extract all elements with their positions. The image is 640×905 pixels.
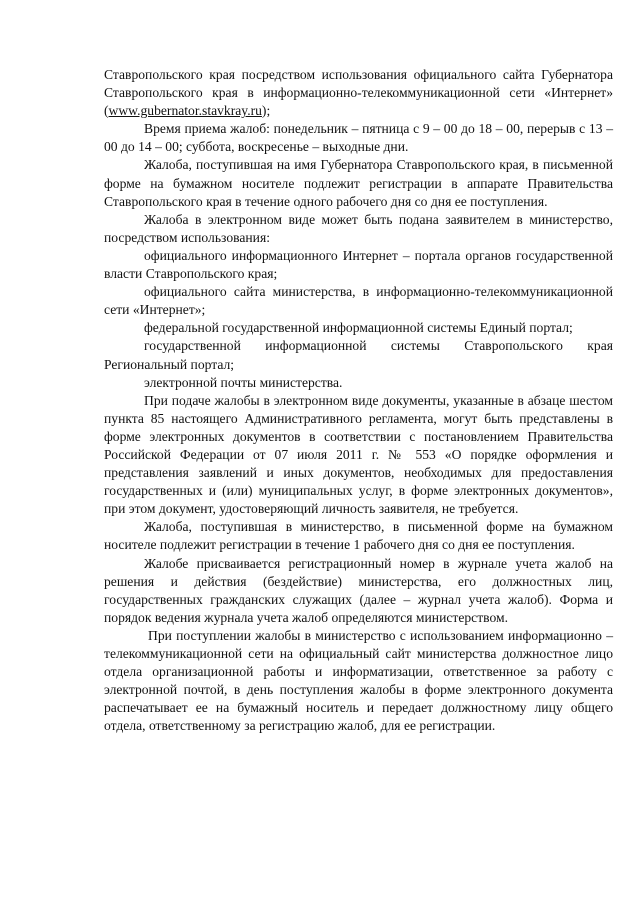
list-item-internet-portal: официального информационного Интернет – портала органов государственной власти Ставропольского края; xyxy=(104,247,613,282)
paragraph-governor-complaint: Жалоба, поступившая на имя Губернатора Ставропольского края, в письменной форме на бумажном носителе подлежит регистрации в аппарате Правительства Ставропольского края в течение одного рабочего дня со дня ее поступления. xyxy=(104,157,613,209)
paragraph-electronic-receipt: При поступлении жалобы в министерство с использованием информационно – телекоммуникационной сети на официальный сайт министерства должностное лицо отдела организационной работы и информатизации, ответственное за работу с электронной почтой, в день поступления жалобы в форме электронного документа распечатывает ее на бумажный носитель и передает должностному лицу общего отдела, ответственному за регистрацию жалоб, для ее регистрации. xyxy=(104,627,613,734)
paragraph-continuation xyxy=(104,66,613,120)
paragraph-electronic-complaint: Жалоба в электронном виде может быть подана заявителем в министерство, посредством использования: xyxy=(104,211,613,245)
paragraph-registration-number: Жалобе присваивается регистрационный номер в журнале учета жалоб на решения и действия (бездействие) министерства, его должностных лиц, государственных гражданских служащих (далее – журнал учета жалоб). Форма и порядок ведения журнала учета жалоб определяются министерством. xyxy=(104,555,613,625)
paragraph-reception-hours: Время приема жалоб: понедельник – пятница с 9 – 00 до 18 – 00, перерыв с 13 – 00 до 14 – 00; суббота, воскресенье – выходные дни. xyxy=(104,121,613,155)
paragraph-electronic-documents: При подаче жалобы в электронном виде документы, указанные в абзаце шестом пункта 85 настоящего Административного регламента, могут быть представлены в форме электронных документов в соответствии с постановлением Правительства Российской Федерации от 07 июля 2011 г. № 553 «О порядке оформления и представления заявлений и иных документов, необходимых для предоставления государственных и (или) муниципальных услуг, в форме электронных документов», при этом документ, удостоверяющий личность заявителя, не требуется. xyxy=(104,392,613,517)
governor-site-link[interactable]: www.gubernator.stavkray.ru xyxy=(108,103,262,119)
list-item-federal-portal: федеральной государственной информационной системы Единый портал; xyxy=(144,320,573,336)
paragraph-text: ); xyxy=(261,103,271,119)
list-item-regional-portal: государственной информационной системы Ставропольского края Региональный портал; xyxy=(104,338,613,372)
list-item-email: электронной почты министерства. xyxy=(144,374,343,390)
list-item-ministry-site: официального сайта министерства, в информационно-телекоммуникационной сети «Интернет»; xyxy=(104,284,613,318)
paragraph-ministry-registration: Жалоба, поступившая в министерство, в письменной форме на бумажном носителе подлежит регистрации в течение 1 рабочего дня со дня ее поступления. xyxy=(104,519,613,553)
paragraph-text: Ставропольского края посредством использования официального сайта Губернатора Ставропольского края в информационно-телекоммуникационной сети «Интернет» ( xyxy=(104,67,613,119)
document-page xyxy=(104,66,613,735)
